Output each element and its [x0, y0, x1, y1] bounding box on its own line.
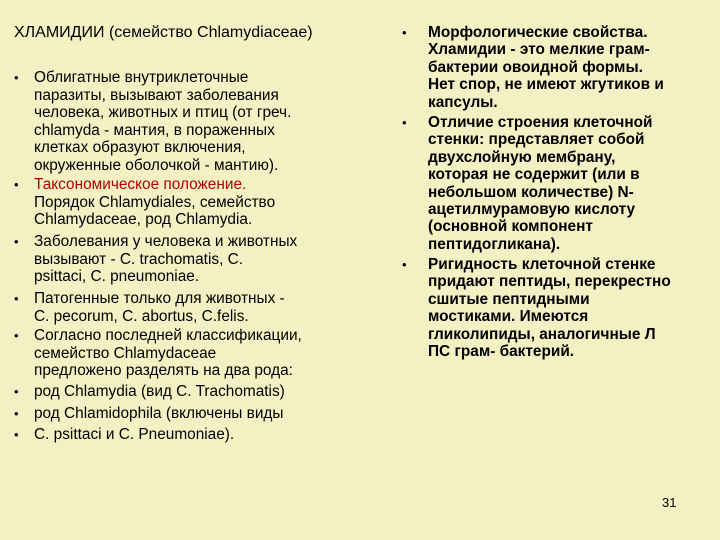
- text-line: сшитые пептидными: [428, 290, 590, 308]
- text-line: стенки: представляет собой: [428, 131, 645, 149]
- bullet: •: [14, 177, 19, 192]
- text-line: род Chlamidophila (включены виды: [34, 405, 284, 422]
- text-line: C. psittaci и C. Pneumoniae).: [34, 426, 235, 443]
- text-line: бактерии овоидной формы.: [428, 58, 643, 76]
- item-text: [34, 176, 381, 229]
- text-line: ацетилмурамовую кислоту: [428, 201, 636, 219]
- bullet: •: [402, 257, 407, 272]
- page-number: 31: [662, 495, 677, 510]
- text-line: клетках образуют включения,: [34, 139, 246, 157]
- item-text: [34, 290, 381, 325]
- text-line: Заболевания у человека и животных: [34, 233, 298, 250]
- text-line: человека, животных и птиц (от греч.: [34, 104, 292, 122]
- bullet: •: [14, 427, 19, 442]
- item-text: [428, 114, 720, 253]
- item-text: [428, 256, 720, 360]
- item-text: [34, 405, 381, 423]
- text-line: предложено разделять на два рода:: [34, 362, 293, 380]
- text-line: семейство Chlamydaceae: [34, 344, 217, 362]
- bullet: •: [14, 291, 19, 306]
- bullet: •: [14, 406, 19, 421]
- text-line: Ригидность клеточной стенке: [428, 256, 656, 273]
- bullet: •: [402, 115, 407, 130]
- text-line: Патогенные только для животных -: [34, 290, 285, 307]
- text-line: psittaci, C. pneumoniae.: [34, 268, 200, 286]
- text-line: ПС грам- бактерий.: [428, 343, 575, 361]
- text-line: Согласно последней классификации,: [34, 327, 302, 344]
- text-line-highlight: Таксономическое положение.: [34, 176, 247, 193]
- item-text: [34, 383, 381, 401]
- bullet: •: [402, 25, 407, 40]
- text-line: род Chlamydia (вид C. Trachomatis): [34, 383, 285, 400]
- text-line: капсулы.: [428, 93, 498, 111]
- item-text: [34, 327, 381, 380]
- text-line: мостиками. Имеются: [428, 308, 589, 326]
- bullet: •: [14, 234, 19, 249]
- text-line: вызывают - C. trachomatis, C.: [34, 250, 244, 268]
- item-text: [34, 426, 381, 444]
- text-line: придают пептиды, перекрестно: [428, 273, 671, 291]
- item-text: [428, 24, 720, 111]
- text-line: пептидогликана).: [428, 235, 561, 253]
- bullet: •: [14, 328, 19, 343]
- text-line: паразиты, вызывают заболевания: [34, 86, 279, 104]
- text-line: небольшом количестве) N-: [428, 183, 634, 201]
- text-line: Нет спор, не имеют жгутиков и: [428, 76, 664, 94]
- text-line: Морфологические свойства.: [428, 24, 648, 41]
- slide-title: ХЛАМИДИИ (семейство Chlamydiaceae): [14, 24, 313, 41]
- text-line: окруженные оболочкой - мантию).: [34, 156, 279, 174]
- text-line: двухслойную мембрану,: [428, 148, 616, 166]
- text-line: chlamyda - мантия, в пораженных: [34, 121, 275, 139]
- text-line: Хламидии - это мелкие грам-: [428, 41, 650, 59]
- text-line: Облигатные внутриклеточные: [34, 69, 249, 86]
- item-text: [34, 233, 381, 286]
- text-line: которая не содержит (или в: [428, 166, 640, 184]
- item-text: [34, 69, 381, 175]
- text-line: Отличие строения клеточной: [428, 114, 653, 131]
- text-line: (основной компонент: [428, 218, 593, 236]
- text-line: гликолипиды, аналогичные Л: [428, 325, 656, 343]
- bullet: •: [14, 70, 19, 85]
- text-line: Порядок Chlamydiales, семейство: [34, 193, 276, 211]
- text-line: Chlamydaceae, род Chlamydia.: [34, 211, 253, 229]
- bullet: •: [14, 384, 19, 399]
- text-line: C. pecorum, C. abortus, C.felis.: [34, 307, 249, 325]
